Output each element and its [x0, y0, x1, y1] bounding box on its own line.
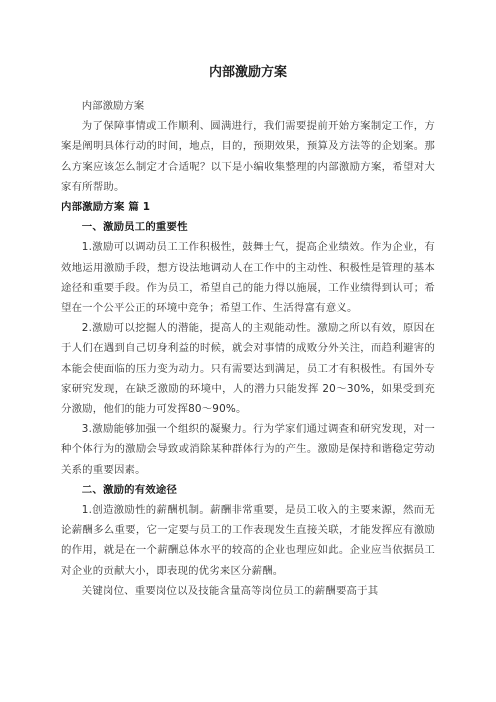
- intro-paragraph: 为了保障事情或工作顺利、圆满进行，我们需要提前开始方案制定工作，方案是阐明具体行动的时间，地点，目的，预期效果，预算及方法等的企划案。那么方案应该怎么制定才合适呢？以下是小编收集整理的内部激励方案，希望对大家有所帮助。: [61, 120, 435, 193]
- document-subtitle: 内部激励方案: [81, 100, 145, 112]
- paragraph-3: 3.激励能够加强一个组织的凝聚力。行为学家们通过调查和研究发现，对一种个体行为的激励会导致或消除某种群体行为的产生。激励是保持和谐稳定劳动关系的重要因素。: [61, 423, 435, 476]
- paragraph-1: 1.激励可以调动员工工作积极性，鼓舞士气，提高企业绩效。作为企业，有效地运用激励手段，想方设法地调动人在工作中的主动性、积极性是管理的基本途径和重要手段。作为员工，希望自己的能力得以施展，工作业绩得到认可；希望在一个公平公正的环境中竞争；希望工作、生活得富有意义。: [61, 241, 435, 315]
- document-title: 内部激励方案: [208, 65, 287, 80]
- part1-heading: 一、激励员工的重要性: [81, 221, 188, 234]
- paragraph-4: 1.创造激励性的薪酬机制。薪酬非常重要，是员工收入的主要来源，然而无论薪酬多么重要，它一定要与员工的工作表现发生直接关联，才能发挥应有激励的作用，就是在一个薪酬总体水平的较高的企业也理应如此。企业应当依据员工对企业的贡献大小，即表现的优劣来区分薪酬。: [61, 504, 435, 577]
- section-title: 内部激励方案 篇 1: [61, 201, 151, 214]
- paragraph-2: 2.激励可以挖掘人的潜能，提高人的主观能动性。激励之所以有效，原因在于人们在遇到自己切身利益的时候，就会对事情的成败分外关注，而趋利避害的本能会使面临的压力变为动力。只有需要达到满足，员工才有积极性。有国外专家研究发现，在缺乏激励的环境中，人的潜力只能发挥 20～30%，如果受到充分激励，他们的能力可发挥80～90%。: [61, 322, 435, 416]
- part2-heading: 二、激励的有效途径: [81, 483, 178, 496]
- paragraph-5: 关键岗位、重要岗位以及技能含量高等岗位员工的薪酬要高于其: [81, 584, 379, 597]
